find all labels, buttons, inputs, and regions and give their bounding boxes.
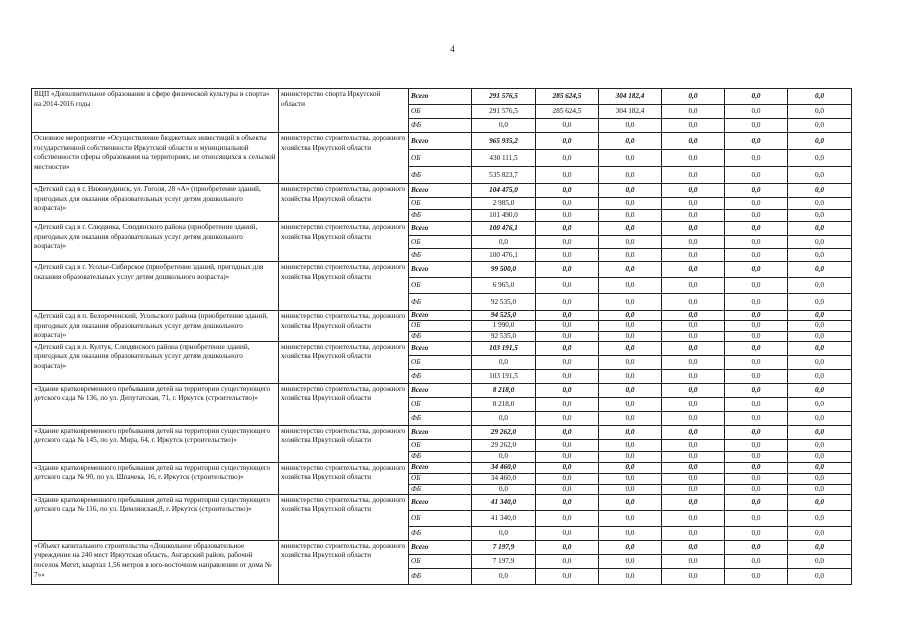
amount-cell: 0,0 [599, 473, 662, 484]
funding-source: Всего [409, 262, 472, 278]
amount-cell: 0,0 [725, 355, 788, 369]
amount-cell: 0,0 [725, 321, 788, 331]
amount-cell: 8 218,0 [472, 383, 536, 397]
amount-cell: 0,0 [662, 119, 725, 133]
funding-table-body [32, 89, 852, 585]
table-row-total [32, 89, 852, 105]
amount-cell: 0,0 [662, 397, 725, 411]
amount-cell: 0,0 [536, 341, 599, 355]
amount-cell: 0,0 [662, 311, 725, 321]
amount-cell: 285 624,5 [536, 89, 599, 105]
funding-source: ФБ [409, 119, 472, 133]
executor-name: министерство строительства, дорожного хозяйства Иркутской области [279, 462, 409, 494]
amount-cell: 0,0 [725, 184, 788, 198]
funding-source: ФБ [409, 249, 472, 262]
amount-cell: 0,0 [599, 150, 662, 167]
amount-cell: 0,0 [472, 526, 536, 540]
amount-cell: 0,0 [788, 133, 852, 150]
amount-cell: 0,0 [599, 355, 662, 369]
amount-cell: 0,0 [662, 425, 725, 439]
amount-cell: 0,0 [662, 473, 725, 484]
executor-name: министерство строительства, дорожного хозяйства Иркутской области [279, 540, 409, 584]
funding-source: ОБ [409, 198, 472, 210]
amount-cell: 0,0 [599, 210, 662, 222]
amount-cell: 0,0 [725, 484, 788, 494]
amount-cell: 0,0 [536, 198, 599, 210]
amount-cell: 0,0 [725, 383, 788, 397]
amount-cell: 535 823,7 [472, 167, 536, 184]
amount-cell: 0,0 [536, 249, 599, 262]
event-name: «Детский сад в п. Белореченский, Усольского района (приобретение зданий, пригодных для оказания образовательных услуг детям дошкольного возраста)» [32, 311, 279, 342]
amount-cell: 0,0 [599, 167, 662, 184]
amount-cell: 104 475,0 [472, 184, 536, 198]
amount-cell: 0,0 [725, 133, 788, 150]
amount-cell: 103 191,5 [472, 369, 536, 383]
amount-cell: 0,0 [536, 484, 599, 494]
amount-cell: 0,0 [662, 167, 725, 184]
executor-name: министерство строительства, дорожного хозяйства Иркутской области [279, 383, 409, 425]
amount-cell: 0,0 [599, 341, 662, 355]
amount-cell: 0,0 [599, 411, 662, 425]
event-name: «Объект капитального строительства «Дошкольное образовательное учреждение на 240 мест Иркутская область, Ангарский район, рабочий поселок Мегет, квартал 1,56 метров в юго-восточном направлении от дома № 7»» [32, 540, 279, 584]
amount-cell: 0,0 [662, 526, 725, 540]
amount-cell: 0,0 [788, 462, 852, 473]
amount-cell: 285 624,5 [536, 105, 599, 119]
amount-cell: 0,0 [662, 133, 725, 150]
amount-cell: 0,0 [788, 425, 852, 439]
amount-cell: 0,0 [788, 439, 852, 451]
amount-cell: 304 182,4 [599, 105, 662, 119]
amount-cell: 0,0 [536, 494, 599, 510]
executor-name: министерство строительства, дорожного хозяйства Иркутской области [279, 262, 409, 311]
amount-cell: 0,0 [536, 510, 599, 526]
amount-cell: 0,0 [662, 249, 725, 262]
funding-source: ОБ [409, 236, 472, 249]
amount-cell: 0,0 [599, 494, 662, 510]
amount-cell: 0,0 [788, 526, 852, 540]
amount-cell: 0,0 [599, 425, 662, 439]
amount-cell: 0,0 [536, 236, 599, 249]
amount-cell: 0,0 [725, 262, 788, 278]
amount-cell: 0,0 [536, 397, 599, 411]
amount-cell: 0,0 [788, 494, 852, 510]
amount-cell: 100 476,1 [472, 249, 536, 262]
funding-source: ФБ [409, 526, 472, 540]
amount-cell: 0,0 [725, 425, 788, 439]
amount-cell: 0,0 [662, 89, 725, 105]
funding-source: ОБ [409, 150, 472, 167]
amount-cell: 0,0 [788, 554, 852, 568]
funding-source: Всего [409, 184, 472, 198]
table-row-total [32, 540, 852, 554]
amount-cell: 0,0 [662, 278, 725, 294]
amount-cell: 0,0 [599, 222, 662, 236]
amount-cell: 94 525,0 [472, 311, 536, 321]
amount-cell: 0,0 [599, 568, 662, 584]
funding-source: Всего [409, 341, 472, 355]
amount-cell: 0,0 [662, 411, 725, 425]
amount-cell: 0,0 [725, 494, 788, 510]
amount-cell: 304 182,4 [599, 89, 662, 105]
funding-source: ФБ [409, 484, 472, 494]
amount-cell: 0,0 [536, 222, 599, 236]
funding-source: ФБ [409, 451, 472, 462]
amount-cell: 0,0 [599, 184, 662, 198]
amount-cell: 0,0 [536, 383, 599, 397]
amount-cell: 0,0 [725, 278, 788, 294]
funding-source: Всего [409, 133, 472, 150]
amount-cell: 0,0 [536, 526, 599, 540]
amount-cell: 0,0 [662, 369, 725, 383]
amount-cell: 0,0 [662, 222, 725, 236]
amount-cell: 0,0 [536, 167, 599, 184]
amount-cell: 0,0 [536, 451, 599, 462]
amount-cell: 0,0 [788, 105, 852, 119]
amount-cell: 0,0 [536, 278, 599, 294]
executor-name: министерство строительства, дорожного хозяйства Иркутской области [279, 222, 409, 262]
event-name: Основное мероприятие «Осуществление бюджетных инвестиций в объекты государственной собственности Иркутской области и муниципальной собственности сферы образования на территориях, не относящихся к сельской местности» [32, 133, 279, 184]
funding-source: ОБ [409, 439, 472, 451]
amount-cell: 0,0 [788, 568, 852, 584]
event-name: «Здание кратковременного пребывания детей на территории существующего детского сада № 116, по ул. Цимлянская,8, г. Иркутск (строительство)» [32, 494, 279, 540]
amount-cell: 430 111,5 [472, 150, 536, 167]
amount-cell: 0,0 [725, 150, 788, 167]
funding-source: ФБ [409, 568, 472, 584]
amount-cell: 291 576,5 [472, 89, 536, 105]
amount-cell: 0,0 [725, 411, 788, 425]
amount-cell: 0,0 [599, 451, 662, 462]
table-row-total [32, 341, 852, 355]
amount-cell: 0,0 [472, 355, 536, 369]
amount-cell: 0,0 [725, 105, 788, 119]
table-row-total [32, 262, 852, 278]
event-name: ВЦП «Дополнительное образование в сфере физической культуры и спорта» на 2014-2016 годы [32, 89, 279, 133]
amount-cell: 6 965,0 [472, 278, 536, 294]
funding-source: ОБ [409, 355, 472, 369]
amount-cell: 92 535,0 [472, 331, 536, 341]
amount-cell: 0,0 [788, 473, 852, 484]
amount-cell: 0,0 [536, 321, 599, 331]
amount-cell: 0,0 [472, 119, 536, 133]
amount-cell: 0,0 [599, 510, 662, 526]
amount-cell: 0,0 [599, 278, 662, 294]
amount-cell: 0,0 [662, 198, 725, 210]
amount-cell: 0,0 [788, 341, 852, 355]
amount-cell: 0,0 [536, 150, 599, 167]
amount-cell: 0,0 [725, 210, 788, 222]
funding-source: Всего [409, 494, 472, 510]
amount-cell: 101 490,0 [472, 210, 536, 222]
table-row-total [32, 133, 852, 150]
amount-cell: 0,0 [725, 462, 788, 473]
amount-cell: 0,0 [725, 331, 788, 341]
amount-cell: 103 191,5 [472, 341, 536, 355]
funding-source: ФБ [409, 294, 472, 311]
amount-cell: 0,0 [599, 133, 662, 150]
amount-cell: 0,0 [599, 198, 662, 210]
amount-cell: 0,0 [788, 540, 852, 554]
executor-name: министерство спорта Иркутской области [279, 89, 409, 133]
funding-source: ФБ [409, 411, 472, 425]
amount-cell: 0,0 [662, 210, 725, 222]
executor-name: министерство строительства, дорожного хозяйства Иркутской области [279, 425, 409, 462]
funding-source: ОБ [409, 105, 472, 119]
funding-source: Всего [409, 383, 472, 397]
amount-cell: 29 262,0 [472, 425, 536, 439]
amount-cell: 0,0 [788, 331, 852, 341]
executor-name: министерство строительства, дорожного хозяйства Иркутской области [279, 133, 409, 184]
funding-source: ФБ [409, 167, 472, 184]
amount-cell: 99 500,0 [472, 262, 536, 278]
funding-source: ФБ [409, 331, 472, 341]
amount-cell: 0,0 [662, 439, 725, 451]
amount-cell: 0,0 [788, 150, 852, 167]
amount-cell: 0,0 [662, 341, 725, 355]
amount-cell: 0,0 [788, 236, 852, 249]
amount-cell: 0,0 [472, 411, 536, 425]
table-row-total [32, 462, 852, 473]
amount-cell: 0,0 [662, 383, 725, 397]
amount-cell: 0,0 [788, 249, 852, 262]
amount-cell: 0,0 [536, 568, 599, 584]
amount-cell: 0,0 [788, 167, 852, 184]
amount-cell: 0,0 [662, 262, 725, 278]
table-row-total [32, 425, 852, 439]
amount-cell: 0,0 [725, 473, 788, 484]
event-name: «Детский сад в г. Нижнеудинск, ул. Гоголя, 28 «А» (приобретение зданий, пригодных для оказания образовательных услуг детям дошкольного возраста)» [32, 184, 279, 222]
amount-cell: 7 197,9 [472, 540, 536, 554]
funding-source: Всего [409, 222, 472, 236]
amount-cell: 0,0 [472, 451, 536, 462]
amount-cell: 0,0 [662, 554, 725, 568]
amount-cell: 0,0 [788, 397, 852, 411]
executor-name: министерство строительства, дорожного хозяйства Иркутской области [279, 184, 409, 222]
amount-cell: 0,0 [536, 210, 599, 222]
amount-cell: 0,0 [725, 510, 788, 526]
amount-cell: 0,0 [725, 167, 788, 184]
page-number: 4 [450, 44, 455, 54]
funding-source: Всего [409, 540, 472, 554]
amount-cell: 0,0 [599, 119, 662, 133]
event-name: «Здание кратковременного пребывания детей на территории существующего детского сада № 90, по ул. Шпачека, 16, г. Иркутск (строительство)» [32, 462, 279, 494]
funding-source: ФБ [409, 210, 472, 222]
amount-cell: 0,0 [662, 540, 725, 554]
amount-cell: 0,0 [536, 311, 599, 321]
amount-cell: 0,0 [662, 150, 725, 167]
amount-cell: 0,0 [662, 510, 725, 526]
amount-cell: 0,0 [725, 198, 788, 210]
amount-cell: 0,0 [599, 294, 662, 311]
amount-cell: 2 985,0 [472, 198, 536, 210]
amount-cell: 41 340,0 [472, 510, 536, 526]
amount-cell: 0,0 [599, 262, 662, 278]
amount-cell: 0,0 [788, 311, 852, 321]
table-row-total [32, 311, 852, 321]
event-name: «Здание кратковременного пребывания детей на территории существующего детского сада № 145, по ул. Мира, 64, г. Иркутск (строительство)» [32, 425, 279, 462]
amount-cell: 0,0 [536, 133, 599, 150]
amount-cell: 0,0 [788, 294, 852, 311]
amount-cell: 0,0 [472, 568, 536, 584]
amount-cell: 0,0 [536, 540, 599, 554]
funding-source: ОБ [409, 278, 472, 294]
amount-cell: 0,0 [788, 119, 852, 133]
amount-cell: 0,0 [599, 383, 662, 397]
amount-cell: 0,0 [788, 411, 852, 425]
amount-cell: 0,0 [662, 494, 725, 510]
amount-cell: 0,0 [788, 383, 852, 397]
amount-cell: 0,0 [599, 526, 662, 540]
amount-cell: 0,0 [599, 249, 662, 262]
amount-cell: 0,0 [725, 341, 788, 355]
amount-cell: 0,0 [662, 568, 725, 584]
amount-cell: 0,0 [536, 411, 599, 425]
amount-cell: 7 197,9 [472, 554, 536, 568]
amount-cell: 0,0 [599, 484, 662, 494]
amount-cell: 0,0 [472, 484, 536, 494]
amount-cell: 0,0 [599, 554, 662, 568]
amount-cell: 0,0 [662, 236, 725, 249]
amount-cell: 0,0 [536, 184, 599, 198]
amount-cell: 0,0 [536, 439, 599, 451]
amount-cell: 0,0 [662, 484, 725, 494]
funding-source: Всего [409, 89, 472, 105]
amount-cell: 0,0 [662, 462, 725, 473]
funding-source: ФБ [409, 369, 472, 383]
amount-cell: 0,0 [725, 439, 788, 451]
amount-cell: 0,0 [536, 462, 599, 473]
funding-table [31, 88, 852, 585]
amount-cell: 34 460,0 [472, 462, 536, 473]
amount-cell: 0,0 [599, 331, 662, 341]
amount-cell: 1 990,0 [472, 321, 536, 331]
amount-cell: 8 218,0 [472, 397, 536, 411]
amount-cell: 0,0 [662, 294, 725, 311]
amount-cell: 0,0 [599, 397, 662, 411]
amount-cell: 0,0 [788, 198, 852, 210]
event-name: «Здание кратковременного пребывания детей на территории существующего детского сада № 136, по ул. Депутатская, 71, г. Иркутск (строительство)» [32, 383, 279, 425]
amount-cell: 0,0 [599, 439, 662, 451]
executor-name: министерство строительства, дорожного хозяйства Иркутской области [279, 341, 409, 383]
amount-cell: 0,0 [788, 262, 852, 278]
amount-cell: 291 576,5 [472, 105, 536, 119]
amount-cell: 0,0 [725, 526, 788, 540]
amount-cell: 0,0 [788, 321, 852, 331]
amount-cell: 0,0 [536, 331, 599, 341]
amount-cell: 0,0 [725, 451, 788, 462]
amount-cell: 0,0 [788, 278, 852, 294]
amount-cell: 0,0 [788, 222, 852, 236]
amount-cell: 0,0 [788, 355, 852, 369]
amount-cell: 0,0 [536, 369, 599, 383]
amount-cell: 0,0 [662, 105, 725, 119]
table-row-total [32, 222, 852, 236]
funding-source: Всего [409, 462, 472, 473]
amount-cell: 0,0 [788, 210, 852, 222]
amount-cell: 0,0 [725, 294, 788, 311]
amount-cell: 0,0 [599, 462, 662, 473]
amount-cell: 0,0 [725, 311, 788, 321]
amount-cell: 0,0 [536, 294, 599, 311]
amount-cell: 0,0 [662, 321, 725, 331]
amount-cell: 0,0 [725, 89, 788, 105]
amount-cell: 0,0 [725, 222, 788, 236]
amount-cell: 0,0 [599, 540, 662, 554]
amount-cell: 92 535,0 [472, 294, 536, 311]
executor-name: министерство строительства, дорожного хозяйства Иркутской области [279, 311, 409, 342]
amount-cell: 0,0 [536, 262, 599, 278]
amount-cell: 41 340,0 [472, 494, 536, 510]
amount-cell: 29 262,0 [472, 439, 536, 451]
amount-cell: 965 935,2 [472, 133, 536, 150]
amount-cell: 0,0 [788, 369, 852, 383]
amount-cell: 34 460,0 [472, 473, 536, 484]
amount-cell: 0,0 [788, 484, 852, 494]
amount-cell: 0,0 [725, 568, 788, 584]
amount-cell: 0,0 [725, 236, 788, 249]
amount-cell: 100 476,1 [472, 222, 536, 236]
amount-cell: 0,0 [662, 355, 725, 369]
executor-name: министерство строительства, дорожного хозяйства Иркутской области [279, 494, 409, 540]
amount-cell: 0,0 [536, 554, 599, 568]
funding-source: ОБ [409, 321, 472, 331]
amount-cell: 0,0 [536, 473, 599, 484]
event-name: «Детский сад в п. Култук, Слюдянского района (приобретение зданий, пригодных для оказания образовательных услуг детям дошкольного возраста)» [32, 341, 279, 383]
funding-source: ОБ [409, 510, 472, 526]
amount-cell: 0,0 [599, 311, 662, 321]
amount-cell: 0,0 [725, 369, 788, 383]
amount-cell: 0,0 [788, 89, 852, 105]
amount-cell: 0,0 [536, 425, 599, 439]
amount-cell: 0,0 [599, 369, 662, 383]
table-row-total [32, 383, 852, 397]
amount-cell: 0,0 [662, 184, 725, 198]
amount-cell: 0,0 [599, 321, 662, 331]
amount-cell: 0,0 [725, 249, 788, 262]
amount-cell: 0,0 [536, 119, 599, 133]
amount-cell: 0,0 [725, 119, 788, 133]
funding-source: Всего [409, 425, 472, 439]
amount-cell: 0,0 [662, 451, 725, 462]
amount-cell: 0,0 [725, 397, 788, 411]
amount-cell: 0,0 [599, 236, 662, 249]
amount-cell: 0,0 [725, 540, 788, 554]
funding-source: ОБ [409, 473, 472, 484]
table-row-total [32, 494, 852, 510]
funding-source: ОБ [409, 397, 472, 411]
amount-cell: 0,0 [788, 510, 852, 526]
funding-source: ОБ [409, 554, 472, 568]
amount-cell: 0,0 [536, 355, 599, 369]
table-row-total [32, 184, 852, 198]
amount-cell: 0,0 [788, 451, 852, 462]
amount-cell: 0,0 [472, 236, 536, 249]
amount-cell: 0,0 [788, 184, 852, 198]
amount-cell: 0,0 [662, 331, 725, 341]
event-name: «Детский сад в г. Усолье-Сибирское (приобретение зданий, пригодных для оказания образовательных услуг детям дошкольного возраста)» [32, 262, 279, 311]
funding-source: Всего [409, 311, 472, 321]
event-name: «Детский сад в г. Слюдянка, Слюдянского района (приобретение зданий, пригодных для оказания образовательных услуг детям дошкольного возраста)» [32, 222, 279, 262]
amount-cell: 0,0 [725, 554, 788, 568]
